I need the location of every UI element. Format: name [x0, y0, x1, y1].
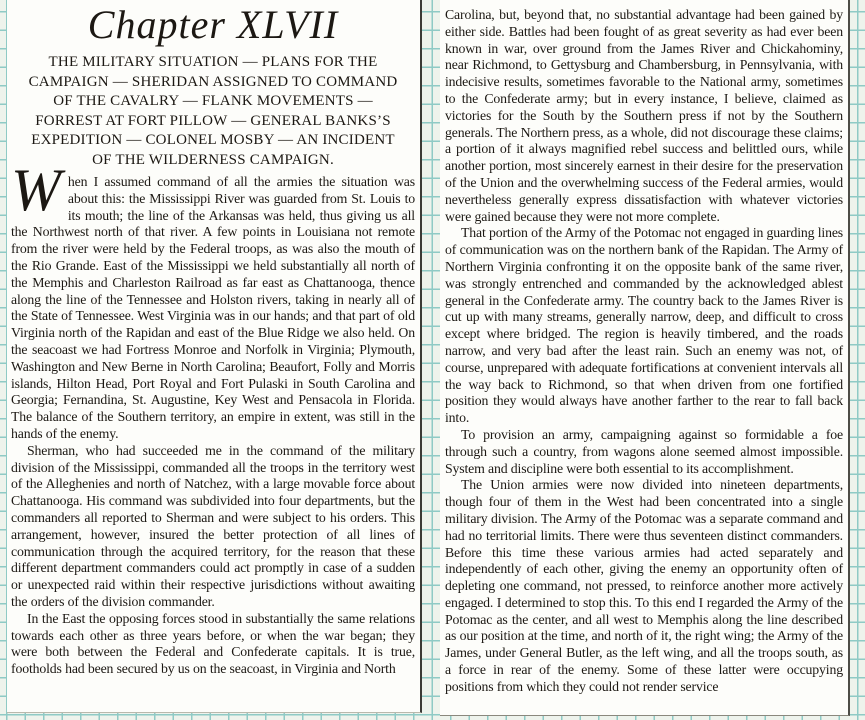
body-paragraph	[11, 157, 415, 443]
drop-cap: W	[11, 157, 61, 223]
body-paragraph: The Union armies were now divided into nineteen departments, though four of them in the West had been concentrated into a single military division. The Army of the Potomac was a separate command and had no territorial limits. There were thus seventeen distinct commanders. Before this time these various armies had acted separately and independently of each other, giving the enemy an opportunity often of depleting one command, not pressed, to reinforce another more actively engaged. I determined to stop this. To this end I regarded the Army of the Potomac as the center, and all west to Memphis along the line described as our position at the time, and north of it, the right wing; the Army of the James, under General Butler, as the left wing, and all the troops south, as a force in rear of the enemy. Some of these latter were occupying positions from which they could not render service	[445, 477, 843, 694]
left-page	[7, 0, 422, 713]
left-page-body	[11, 157, 415, 678]
body-paragraph: In the East the opposing forces stood in substantially the same relations towards each other as three years before, or when the war began; they were both between the Federal and Confederate capitals. It is true, footholds had been secured by us on the seacoast, in Virginia and North	[11, 610, 415, 677]
right-page-body	[445, 7, 843, 696]
chapter-summary: THE MILITARY SITUATION — PLANS FOR THE CAMPAIGN — SHERIDAN ASSIGNED TO COMMAND OF THE CAVALRY — FLANK MOVEMENTS — FORREST AT FORT PILLOW — GENERAL BANKS’S EXPEDITION — COLONEL MOSBY — AN INCIDENT OF THE WILDERNESS CAMPAIGN.	[28, 54, 398, 168]
body-paragraph: Sherman, who had succeeded me in the command of the military division of the Mississippi, commanded all the troops in the territory west of the Alleghenies and north of Natchez, with a large movable force about Chattanooga. His command was subdivided into four departments, but the commanders all reported to Sherman and were subject to his orders. This arrangement, however, insured the better protection of all lines of communication through the acquired territory, for the reason that these different department commanders could act promptly in case of a sudden or unexpected raid within their respective jurisdictions without awaiting the orders of the division commander.	[11, 442, 415, 609]
paragraph-text: hen I assumed command of all the armies the situation was about this: the Mississippi River was guarded from St. Louis to its mouth; the line of the Arkansas was held, thus giving us all the Northwest north of that river. A few points in Louisiana not remote from the river were held by the Federal troops, as was also the mouth of the Rio Grande. East of the Mississippi we held substantially all north of the Memphis and Charleston Railroad as far east as Chattanooga, thence along the line of the Tennessee and Holston rivers, taking in nearly all of the State of Tennessee. West Virginia was in our hands; and that part of old Virginia north of the Rapidan and east of the Blue Ridge we also held. On the seacoast we had Fortress Monroe and Norfolk in Virginia; Plymouth, Washington and New Berne in North Carolina; Beaufort, Folly and Morris islands, Hilton Head, Port Royal and Fort Pulaski in South Carolina and Georgia; Fernandina, St. Augustine, Key West and Pensacola in Florida. The balance of the Southern territory, an empire in extent, was still in the hands of the enemy.	[11, 174, 415, 441]
body-paragraph: To provision an army, campaigning against so formidable a foe through such a country, from wagons alone seemed almost impossible. System and discipline were both essential to its accomplishment.	[445, 426, 843, 476]
right-page	[440, 0, 850, 716]
body-paragraph: That portion of the Army of the Potomac not engaged in guarding lines of communication was on the northern bank of the Rapidan. The Army of Northern Virginia confronting it on the opposite bank of the same river, was strongly entrenched and commanded by the acknowledged ablest general in the Confederate army. The country back to the James River is cut up with many streams, generally narrow, deep, and difficult to cross except where bridged. The region is heavily timbered, and the roads narrow, and very bad after the least rain. Such an enemy was not, of course, unprepared with adequate fortifications at convenient intervals all the way back to Richmond, so that when driven from one fortified position they would always have another farther to the rear to fall back into.	[445, 225, 844, 426]
chapter-title: Chapter XLVII	[87, 2, 339, 47]
body-paragraph: Carolina, but, beyond that, no substantial advantage had been gained by either side. Battles had been fought of as great severity as had ever been known in war, over ground from the James River and Chickahominy, near Richmond, to Gettysburg and Chambersburg, in Pennsylvania, with indecisive results, sometimes favorable to the National army, sometimes to the Confederate army; but in every instance, I believe, claimed as victories for the South by the Southern press if not by the Southern generals. The Northern press, as a whole, did not discourage these claims; a portion of it always magnified rebel success and belittled ours, while another portion, most sincerely earnest in their desire for the preservation of the Union and the overwhelming success of the Federal armies, would nevertheless generally express dissatisfaction with whatever victories were gained because they were not more complete.	[445, 7, 843, 224]
